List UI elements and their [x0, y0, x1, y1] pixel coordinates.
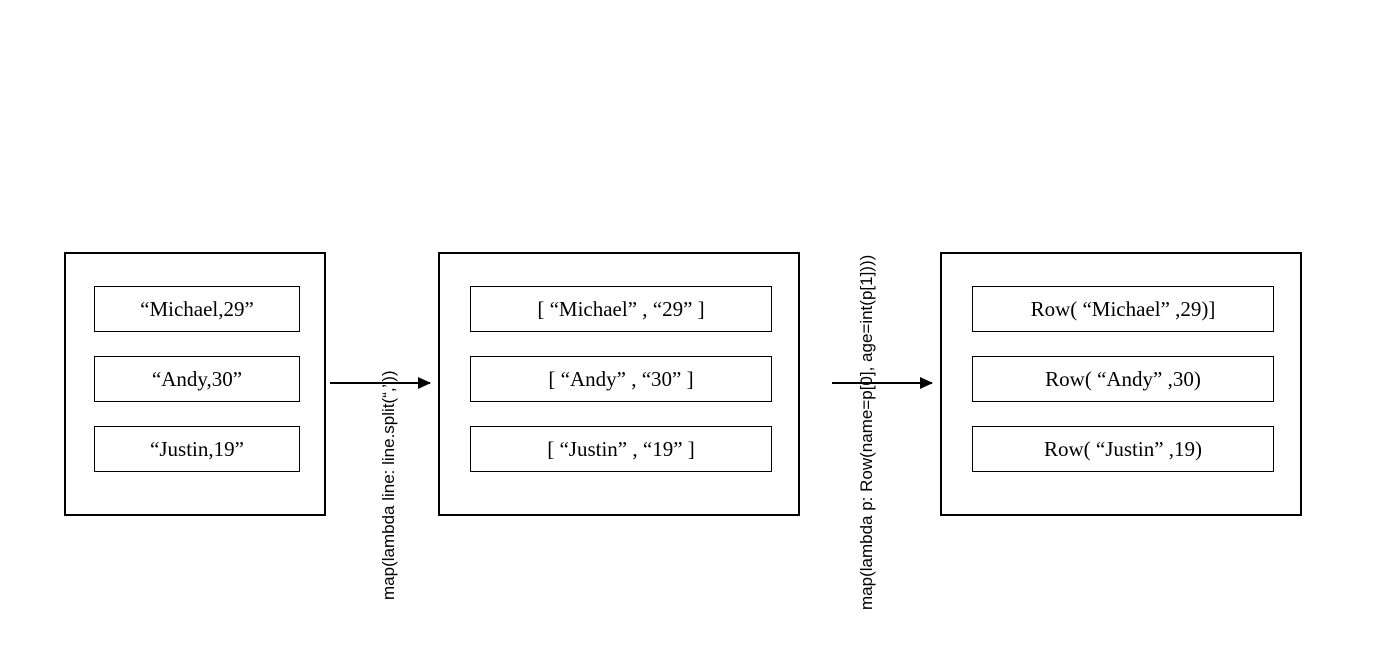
list-item: “Andy,30”	[94, 356, 300, 402]
list-item: [ “Michael” , “29” ]	[470, 286, 772, 332]
list-item: Row( “Andy” ,30)	[972, 356, 1274, 402]
list-item: Row( “Justin” ,19)	[972, 426, 1274, 472]
list-item: “Justin,19”	[94, 426, 300, 472]
list-item: [ “Justin” , “19” ]	[470, 426, 772, 472]
stage-rows	[940, 252, 1302, 516]
label-row-transform: map(lambda p: Row(name=p[0], age=int(p[1])))	[857, 254, 876, 610]
list-item: [ “Andy” , “30” ]	[470, 356, 772, 402]
list-item: “Michael,29”	[94, 286, 300, 332]
label-split-transform: map(lambda line: line.split(“,”))	[379, 370, 398, 600]
arrow-row-transform	[832, 382, 932, 384]
stage-split-lists	[438, 252, 800, 516]
stage-raw-lines	[64, 252, 326, 516]
list-item: Row( “Michael” ,29)]	[972, 286, 1274, 332]
